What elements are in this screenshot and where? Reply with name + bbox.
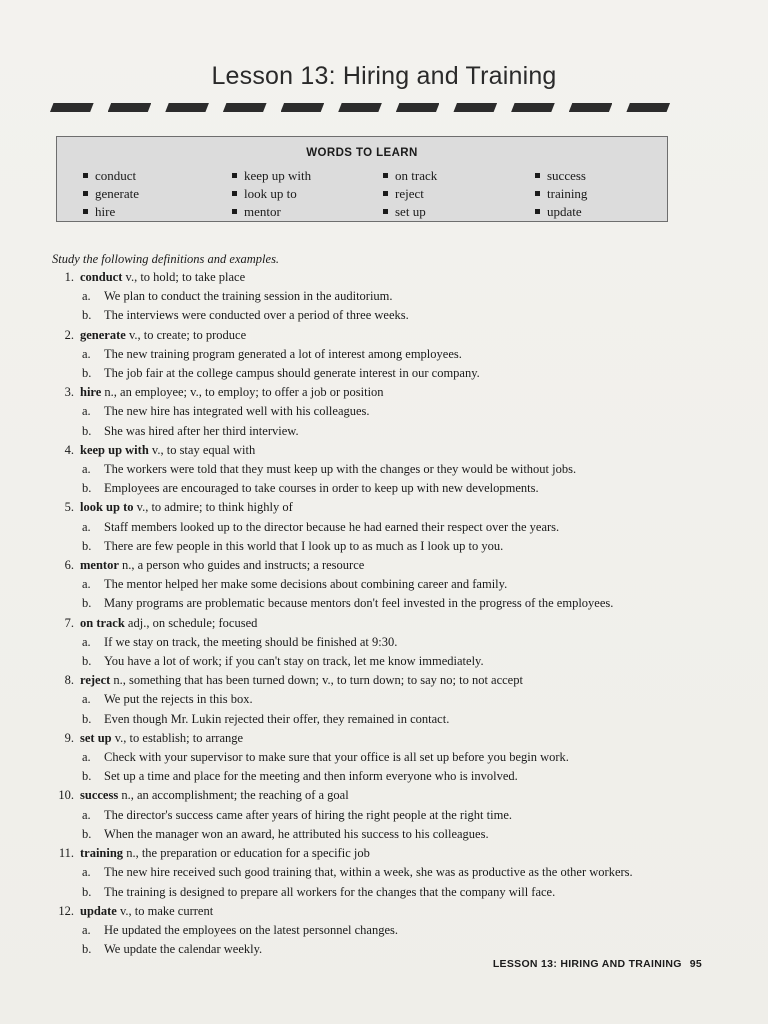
example-text: We update the calendar weekly.: [104, 942, 263, 957]
definition-headword-line: [52, 671, 702, 690]
example-letter: b.: [82, 481, 92, 496]
definition-entry: [52, 441, 702, 499]
definition-headword-line: [52, 441, 702, 460]
example-letter: b.: [82, 308, 92, 323]
example-sentence: [52, 479, 702, 498]
entry-word: look up to: [80, 500, 134, 515]
example-sentence: [52, 345, 702, 364]
example-text: Employees are encouraged to take courses in order to keep up with new developments.: [104, 481, 539, 496]
example-letter: a.: [82, 692, 91, 707]
example-sentence: [52, 633, 702, 652]
entry-number: 2.: [64, 327, 74, 342]
definition-entry: [52, 326, 702, 384]
entry-definition: n., the preparation or education for a specific job: [123, 846, 370, 861]
example-letter: a.: [82, 865, 91, 880]
example-text: There are few people in this world that I look up to as much as I look up to you.: [104, 538, 504, 553]
word-column-4: [535, 167, 587, 221]
example-sentence: [52, 460, 702, 479]
definition-headword-line: [52, 556, 702, 575]
example-letter: b.: [82, 596, 92, 611]
entry-definition: n., an accomplishment; the reaching of a goal: [118, 788, 349, 803]
word-item: set up: [383, 203, 437, 221]
entry-word: set up: [80, 730, 112, 745]
example-sentence: [52, 710, 702, 729]
entry-definition: v., to hold; to take place: [122, 270, 246, 284]
example-text: We put the rejects in this box.: [104, 692, 253, 707]
entry-definition: v., to create; to produce: [125, 327, 247, 342]
entry-word: update: [80, 903, 117, 918]
word-item: look up to: [232, 185, 311, 203]
entry-number: 3.: [64, 385, 74, 400]
entry-number: 10.: [58, 788, 74, 803]
definition-entry: [52, 614, 702, 672]
example-sentence: [52, 806, 702, 825]
example-text: When the manager won an award, he attributed his success to his colleagues.: [104, 826, 489, 841]
entry-definition: v., to make current: [116, 903, 214, 918]
definition-entry: [52, 383, 702, 441]
word-item: update: [535, 203, 587, 221]
example-letter: a.: [82, 404, 91, 419]
entry-number: 5.: [64, 500, 74, 515]
example-letter: a.: [82, 922, 91, 937]
entry-word: conduct: [80, 270, 123, 284]
word-item: mentor: [232, 203, 311, 221]
entry-definition: n., something that has been turned down; v., to turn down; to say no; to not accept: [110, 673, 523, 688]
word-item: keep up with: [232, 167, 311, 185]
word-column-1: [83, 167, 139, 221]
definition-entry: [52, 844, 702, 902]
example-sentence: [52, 594, 702, 613]
words-to-learn-heading: WORDS TO LEARN: [306, 147, 418, 159]
example-text: You have a lot of work; if you can't stay on track, let me know immediately.: [104, 654, 484, 669]
example-letter: b.: [82, 423, 92, 438]
example-text: Even though Mr. Lukin rejected their offer, they remained in contact.: [104, 711, 450, 726]
example-sentence: [52, 364, 702, 383]
definition-entry: [52, 786, 702, 844]
entry-number: 11.: [58, 846, 74, 861]
example-sentence: [52, 537, 702, 556]
entry-word: generate: [80, 327, 126, 342]
example-letter: b.: [82, 769, 92, 784]
definition-headword-line: [52, 383, 702, 402]
example-sentence: [52, 940, 702, 959]
entry-definition: adj., on schedule; focused: [124, 615, 258, 630]
example-letter: b.: [82, 884, 92, 899]
example-letter: a.: [82, 577, 91, 592]
instructions-text: Study the following definitions and examples.: [52, 252, 280, 266]
entry-word: mentor: [80, 558, 119, 573]
definition-entry: [52, 671, 702, 729]
example-text: The interviews were conducted over a period of three weeks.: [104, 308, 409, 323]
example-sentence: [52, 767, 702, 786]
word-column-3: [383, 167, 437, 221]
entry-definition: v., to admire; to think highly of: [133, 500, 293, 515]
footer-lesson-label: LESSON 13: HIRING AND TRAINING: [492, 958, 682, 970]
entry-number: 1.: [64, 270, 74, 284]
example-letter: b.: [82, 538, 92, 553]
definition-headword-line: [52, 498, 702, 517]
entry-word: training: [80, 846, 124, 861]
example-text: We plan to conduct the training session in the auditorium.: [104, 289, 393, 304]
example-letter: a.: [82, 519, 91, 534]
example-sentence: [52, 921, 702, 940]
example-letter: a.: [82, 289, 91, 304]
definition-headword-line: [52, 614, 702, 633]
entry-number: 9.: [64, 730, 74, 745]
example-text: The director's success came after years of hiring the right people at the right time.: [104, 807, 513, 822]
entry-word: hire: [80, 385, 102, 400]
entry-word: reject: [80, 673, 111, 688]
definition-headword-line: [52, 902, 702, 921]
example-text: She was hired after her third interview.: [104, 423, 299, 438]
example-sentence: [52, 306, 702, 325]
example-sentence: [52, 518, 702, 537]
example-letter: a.: [82, 346, 91, 361]
example-sentence: [52, 863, 702, 882]
word-item: hire: [83, 203, 139, 221]
entry-definition: v., to establish; to arrange: [111, 730, 244, 745]
example-letter: a.: [82, 462, 91, 477]
entry-number: 8.: [64, 673, 74, 688]
definition-headword-line: [52, 844, 702, 863]
example-letter: b.: [82, 711, 92, 726]
example-sentence: [52, 575, 702, 594]
word-item: training: [535, 185, 587, 203]
example-letter: b.: [82, 366, 92, 381]
example-letter: b.: [82, 654, 92, 669]
entry-number: 7.: [64, 615, 74, 630]
definition-entry: [52, 902, 702, 960]
page-title: Lesson 13: Hiring and Training: [211, 62, 557, 90]
entry-word: on track: [80, 615, 125, 630]
entry-definition: v., to stay equal with: [148, 442, 256, 457]
example-text: The workers were told that they must keep up with the changes or they would be without jobs.: [104, 462, 577, 477]
example-text: The mentor helped her make some decisions about combining career and family.: [104, 577, 508, 592]
example-text: The job fair at the college campus should generate interest in our company.: [104, 366, 480, 381]
example-sentence: [52, 883, 702, 902]
definitions-list: [52, 268, 702, 959]
word-item: on track: [383, 167, 437, 185]
definition-headword-line: [52, 729, 702, 748]
example-letter: b.: [82, 826, 92, 841]
definition-entry: [52, 729, 702, 787]
definition-entry: [52, 556, 702, 614]
entry-number: 12.: [58, 903, 74, 918]
definition-headword-line: [52, 326, 702, 345]
entry-word: keep up with: [80, 442, 149, 457]
example-sentence: [52, 287, 702, 306]
example-letter: a.: [82, 807, 91, 822]
example-sentence: [52, 422, 702, 441]
entry-definition: n., a person who guides and instructs; a resource: [118, 558, 365, 573]
word-item: conduct: [83, 167, 139, 185]
example-sentence: [52, 652, 702, 671]
example-text: Staff members looked up to the director because he had earned their respect over the years.: [104, 519, 560, 534]
entry-number: 6.: [64, 558, 74, 573]
definition-headword-line: [52, 786, 702, 805]
example-text: The new hire received such good training that, within a week, she was as productive as the other workers.: [104, 865, 633, 880]
page-footer: [493, 958, 702, 970]
word-item: generate: [83, 185, 139, 203]
example-text: The new training program generated a lot of interest among employees.: [104, 346, 462, 361]
word-item: success: [535, 167, 587, 185]
word-column-2: [232, 167, 311, 221]
example-text: The new hire has integrated well with his colleagues.: [104, 404, 370, 419]
example-letter: b.: [82, 942, 92, 957]
example-sentence: [52, 825, 702, 844]
example-letter: a.: [82, 634, 91, 649]
definition-entry: [52, 498, 702, 556]
example-text: He updated the employees on the latest personnel changes.: [104, 922, 399, 937]
example-text: Many programs are problematic because mentors don't feel invested in the progress of the employees.: [104, 596, 614, 611]
decorative-stripe: [50, 103, 670, 112]
example-sentence: [52, 402, 702, 421]
definition-entry: [52, 268, 702, 326]
page-number: 95: [689, 958, 702, 970]
example-text: Set up a time and place for the meeting and then inform everyone who is involved.: [104, 769, 518, 784]
entry-word: success: [80, 788, 119, 803]
entry-number: 4.: [64, 442, 74, 457]
example-text: The training is designed to prepare all workers for the changes that the company will face.: [104, 884, 556, 899]
example-letter: a.: [82, 750, 91, 765]
example-sentence: [52, 690, 702, 709]
entry-definition: n., an employee; v., to employ; to offer a job or position: [101, 385, 384, 400]
words-to-learn-box: [56, 136, 668, 222]
definition-headword-line: [52, 268, 702, 287]
word-item: reject: [383, 185, 437, 203]
example-text: If we stay on track, the meeting should be finished at 9:30.: [104, 634, 398, 649]
example-sentence: [52, 748, 702, 767]
example-text: Check with your supervisor to make sure that your office is all set up before you begin work.: [104, 750, 569, 765]
